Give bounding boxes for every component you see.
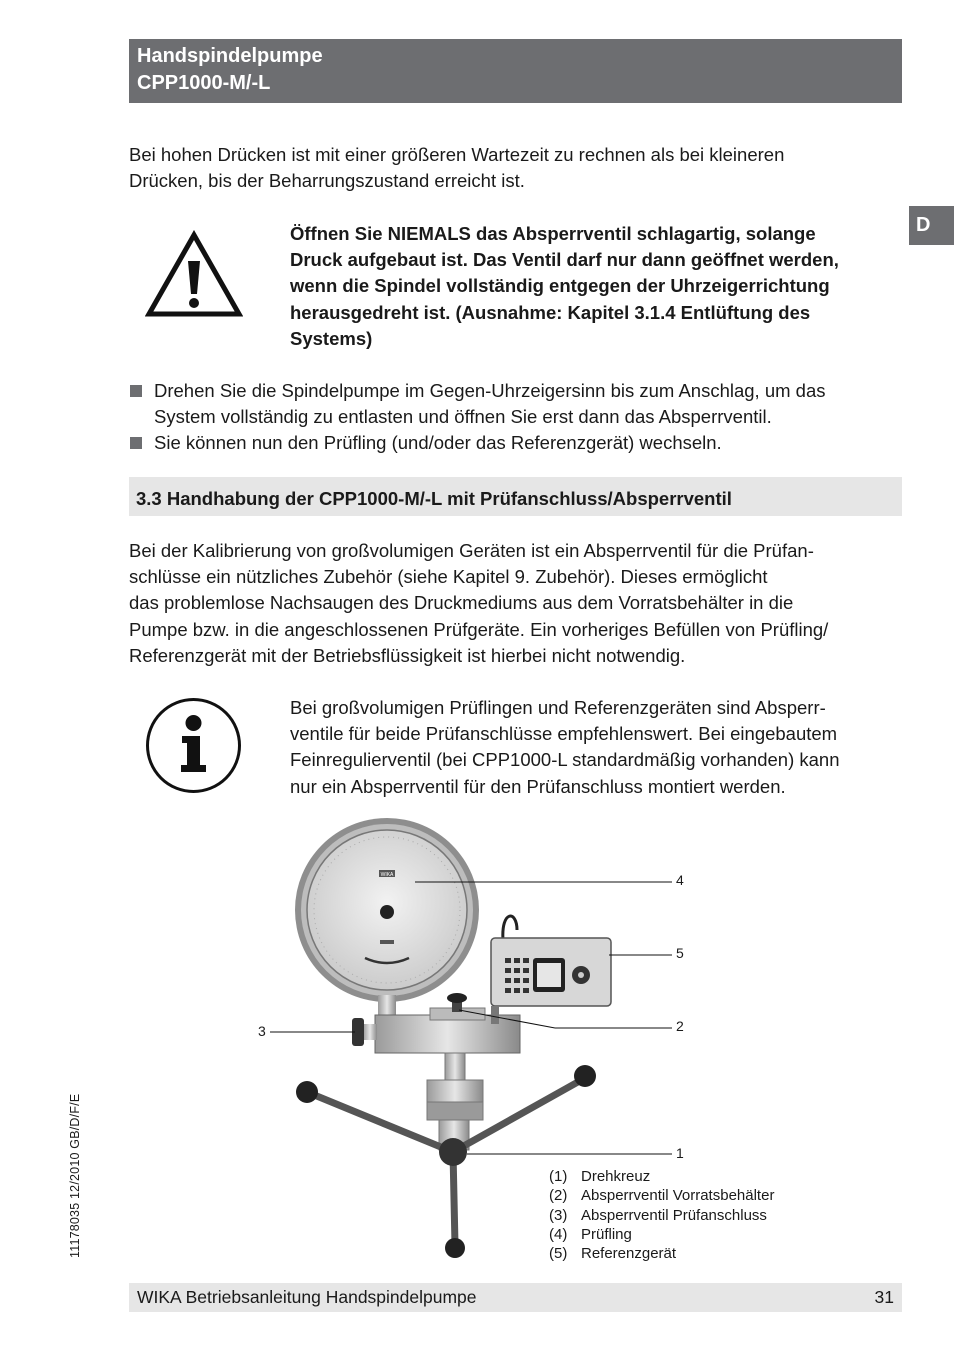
page-number: 31 [874, 1287, 894, 1307]
callout-4: 4 [676, 872, 684, 888]
body-line: das problemlose Nachsaugen des Druckmediums aus dem Vorratsbehälter in die [129, 592, 794, 614]
section-heading: 3.3 Handhabung der CPP1000-M/-L mit Prüfanschluss/Absperrventil [129, 477, 902, 516]
reference-instrument [491, 916, 611, 1024]
legend-row [549, 1167, 774, 1186]
intro-line: Drücken, bis der Beharrungszustand erreicht ist. [129, 170, 525, 192]
bullet-square-icon [130, 385, 142, 397]
legend-number: (3) [549, 1206, 568, 1224]
legend-number: (4) [549, 1225, 568, 1243]
body-line: Pumpe bzw. in die angeschlossenen Prüfgeräte. Ein vorheriges Befüllen von Prüfling/ [129, 618, 829, 640]
body-line: Bei der Kalibrierung von großvolumigen Geräten ist ein Absperrventil für die Prüfan- [129, 540, 814, 561]
body-paragraph [129, 538, 828, 669]
info-line: ventile für beide Prüfanschlüsse empfehlenswert. Bei eingebautem [290, 723, 838, 745]
gauge-brand: WIKA [380, 872, 394, 878]
warning-line: wenn die Spindel vollständig entgegen der Uhrzeigerrichtung [290, 275, 830, 297]
callout-2: 2 [676, 1018, 684, 1034]
page-footer [129, 1283, 902, 1312]
list-item [129, 430, 826, 456]
document-number: 11178035 12/2010 GB/D/F/E [68, 1093, 82, 1258]
legend-label: Absperrventil Vorratsbehälter [581, 1187, 775, 1205]
header-model: CPP1000-M/-L [137, 72, 271, 94]
callout-1: 1 [676, 1145, 684, 1161]
language-tab: D [909, 206, 954, 245]
legend-label: Prüfling [581, 1225, 632, 1243]
legend-number: (2) [549, 1187, 568, 1205]
intro-line: Bei hohen Drücken ist mit einer größeren Wartezeit zu rechnen als bei kleineren [129, 144, 785, 165]
warning-triangle-icon [145, 230, 243, 318]
legend-label: Drehkreuz [581, 1168, 651, 1185]
list-item-line: Drehen Sie die Spindelpumpe im Gegen-Uhrzeigersinn bis zum Anschlag, um das [154, 380, 826, 401]
legend-row [549, 1206, 774, 1225]
info-line: Bei großvolumigen Prüflingen und Referenzgeräten sind Absperr- [290, 697, 826, 718]
info-line: nur ein Absperrventil für den Prüfanschluss montiert werden. [290, 775, 786, 797]
legend-row [549, 1225, 774, 1244]
info-line: Feinregulierventil (bei CPP1000-L standardmäßig vorhanden) kann [290, 749, 840, 771]
legend-label: Absperrventil Prüfanschluss [581, 1206, 767, 1224]
warning-text [290, 221, 839, 352]
body-line: Referenzgerät mit der Betriebsflüssigkeit ist hierbei nicht notwendig. [129, 644, 686, 666]
list-item-line: System vollständig zu entlasten und öffnen Sie erst dann das Absperrventil. [154, 406, 772, 427]
info-text [290, 695, 839, 800]
test-gauge [295, 818, 479, 1002]
legend-row [549, 1244, 774, 1263]
warning-line: herausgedreht ist. (Ausnahme: Kapitel 3.1.4 Entlüftung des [290, 301, 811, 323]
body-line: schlüsse ein nützliches Zubehör (siehe Kapitel 9. Zubehör). Dieses ermöglicht [129, 566, 768, 588]
header-title: Handspindelpumpe [137, 45, 323, 67]
callout-5: 5 [676, 945, 684, 961]
legend-number: (1) [549, 1168, 568, 1185]
info-icon [145, 697, 242, 794]
legend-number: (5) [549, 1245, 568, 1263]
warning-line: Systems) [290, 327, 373, 349]
bullet-square-icon [130, 437, 142, 449]
callout-3: 3 [258, 1023, 266, 1039]
figure-legend [549, 1167, 774, 1263]
footer-title: WIKA Betriebsanleitung Handspindelpumpe [137, 1287, 477, 1307]
legend-label: Referenzgerät [581, 1245, 677, 1263]
page-header [129, 39, 902, 103]
intro-paragraph [129, 142, 784, 194]
bullet-list [129, 378, 826, 456]
list-item-line: Sie können nun den Prüfling (und/oder das Referenzgerät) wechseln. [154, 432, 722, 453]
legend-row [549, 1186, 774, 1205]
warning-line: Druck aufgebaut ist. Das Ventil darf nur dann geöffnet werden, [290, 249, 839, 271]
list-item [129, 378, 826, 430]
warning-line: Öffnen Sie NIEMALS das Absperrventil schlagartig, solange [290, 223, 816, 244]
